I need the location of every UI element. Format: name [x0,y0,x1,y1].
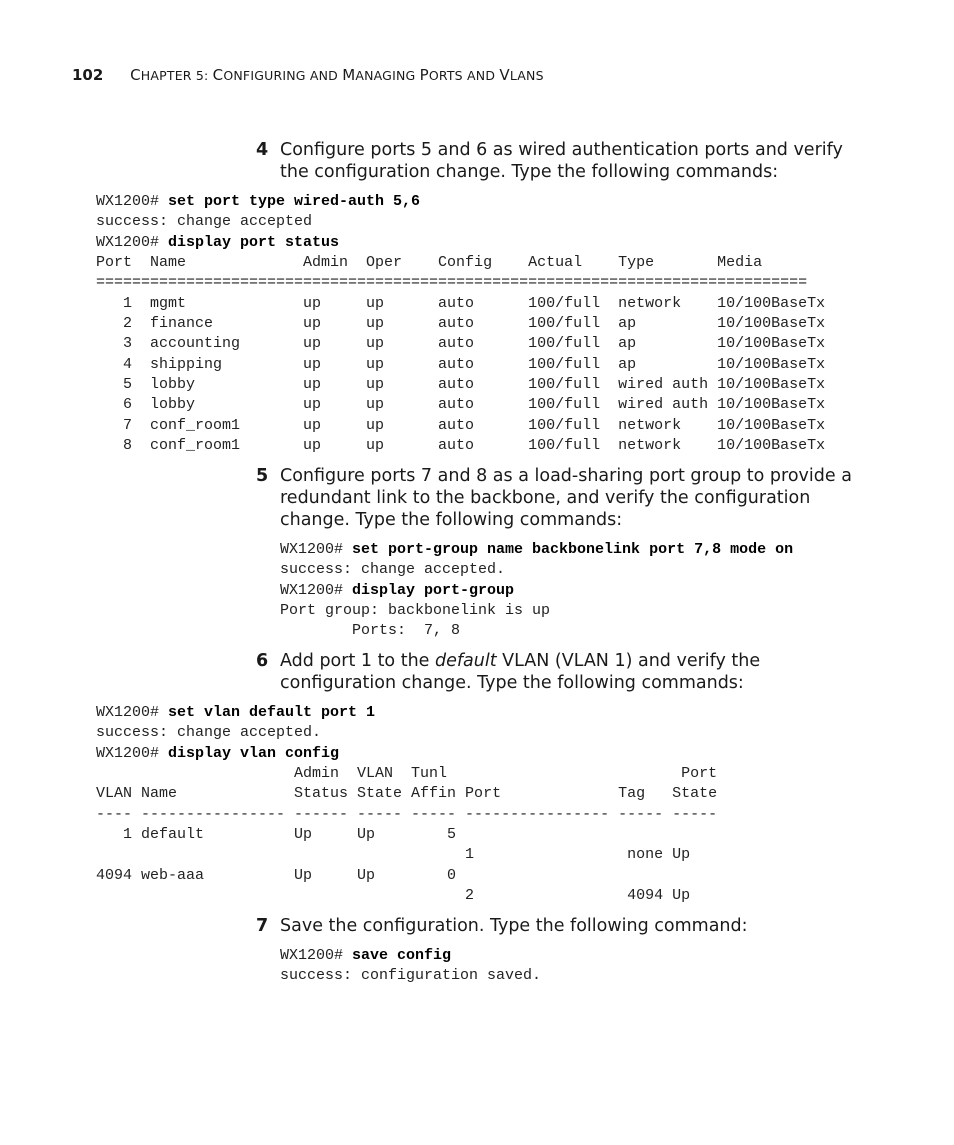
output-line: 6 lobby up up auto 100/full wired auth 10/100BaseTx [96,396,826,414]
step-7 [256,915,856,937]
cli-command: display vlan config [168,744,340,762]
cli-prompt: WX1200# [280,541,353,558]
cli-command: display port status [168,233,340,251]
page-number: 102 [72,66,104,84]
output-line: success: change accepted [96,213,313,231]
output-line: success: change accepted. [280,561,506,579]
output-line: 8 conf_room1 up up auto 100/full network 10/100BaseTx [96,437,826,455]
output-line: 1 mgmt up up auto 100/full network 10/100BaseTx [96,294,826,312]
output-line: Admin VLAN Tunl Port [96,765,718,783]
chapter-title: CHAPTER 5: CONFIGURING AND MANAGING PORTS AND VLANS [130,66,544,84]
output-line: 4 shipping up up auto 100/full ap 10/100BaseTx [96,355,826,373]
cli-command: set vlan default port 1 [168,704,376,721]
step-5 [256,465,856,531]
running-header [72,66,544,84]
output-line: 1 none Up [96,846,691,864]
output-line: Port Name Admin Oper Config Actual Type Media [96,254,763,272]
output-line: 4094 web-aaa Up Up 0 [96,866,457,884]
cli-command: set port type wired-auth 5,6 [168,193,421,210]
step-text: Configure ports 7 and 8 as a load-sharing port group to provide a redundant link to the backbone, and verify the configuration change. Type the following commands: [280,466,852,530]
code-block-port-status [96,192,825,456]
output-line: 2 4094 Up [96,887,691,905]
command-line [96,233,825,253]
output-line: success: change accepted. [96,724,322,742]
output-line: 7 conf_room1 up up auto 100/full network 10/100BaseTx [96,416,826,434]
step-number: 4 [256,140,269,160]
cli-prompt: WX1200# [96,704,169,721]
cli-prompt: WX1200# [96,233,169,251]
step-text-emphasis: default [435,651,497,671]
step-text-before: Add port 1 to the [280,651,435,671]
output-line: 3 accounting up up auto 100/full ap 10/100BaseTx [96,335,826,353]
output-line: ---- ---------------- ------ ----- ----- ---------------- ----- ----- [96,805,718,823]
command-line [280,540,793,560]
code-block-vlan-config [96,703,717,906]
step-text-after: VLAN (VLAN 1) and verify the configuration change. Type the following commands: [280,651,761,693]
command-line [96,192,825,212]
cli-command: display port-group [352,581,515,599]
code-block-save-config [280,946,541,987]
code-block-port-group [280,540,793,642]
step-number: 7 [256,916,269,936]
step-4 [256,139,856,183]
output-line: Ports: 7, 8 [280,622,461,640]
step-text: Save the configuration. Type the following command: [280,916,748,936]
step-number: 6 [256,651,269,671]
command-line [280,581,793,601]
output-line: =============================================================================== [96,274,808,292]
cli-prompt: WX1200# [96,193,169,210]
output-line: 1 default Up Up 5 [96,826,457,844]
output-line: 2 finance up up auto 100/full ap 10/100BaseTx [96,315,826,333]
step-text [280,650,856,694]
step-number: 5 [256,466,269,486]
cli-prompt: WX1200# [280,581,353,599]
step-6 [256,650,856,694]
cli-command: set port-group name backbonelink port 7,8 mode on [352,541,794,558]
output-line: Port group: backbonelink is up [280,602,551,620]
step-text: Configure ports 5 and 6 as wired authentication ports and verify the configuration change. Type the following commands: [280,140,843,182]
output-line: 5 lobby up up auto 100/full wired auth 10/100BaseTx [96,376,826,394]
cli-prompt: WX1200# [280,947,353,964]
command-line [96,744,717,764]
cli-prompt: WX1200# [96,744,169,762]
command-line [280,946,541,966]
command-line [96,703,717,723]
output-line: VLAN Name Status State Affin Port Tag State [96,785,718,803]
cli-command: save config [352,947,452,964]
output-line: success: configuration saved. [280,967,542,985]
